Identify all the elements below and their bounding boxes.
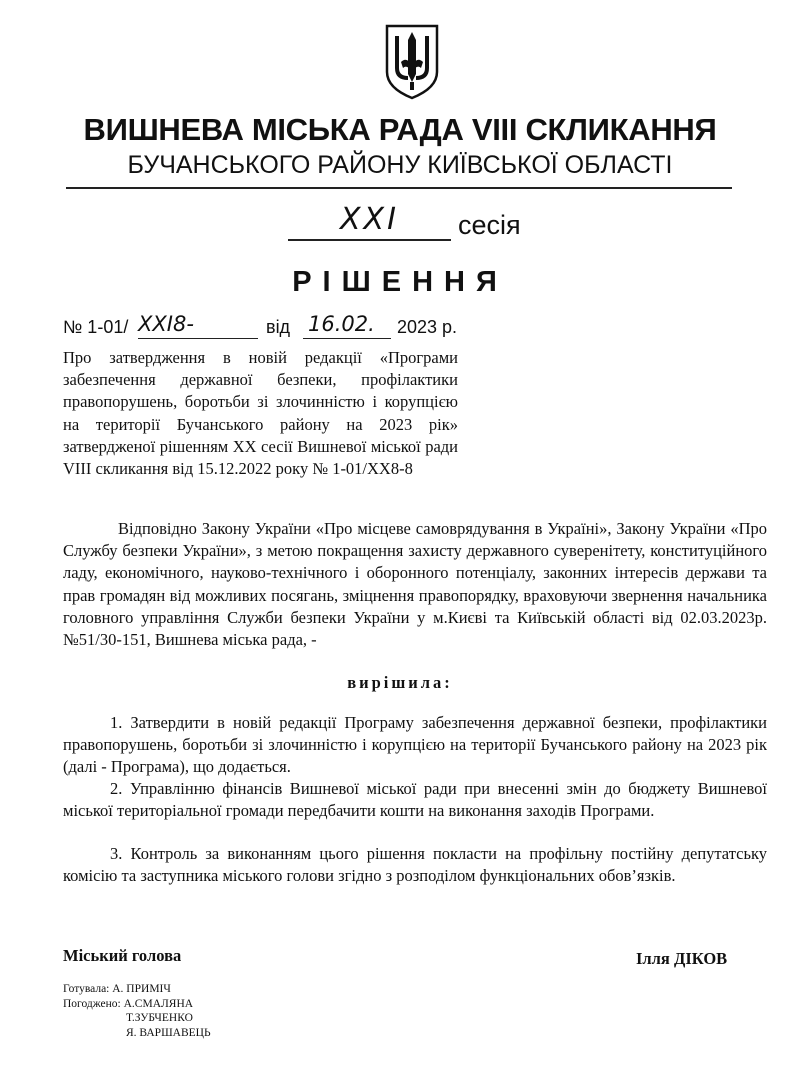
decision-item-2-text: 2. Управлінню фінансів Вишневої міської ради при внесенні змін до бюджету Вишневої міської територіальної громади передбачити кошти на виконання заходів Програми. [63, 779, 767, 821]
mayor-name: Ілля ДІКОВ [636, 949, 728, 968]
session-word: сесія [458, 210, 521, 240]
prepared-by: Готувала: А. ПРИМІЧ [63, 983, 171, 995]
prepared-block [63, 982, 211, 1040]
council-title: ВИШНЕВА МІСЬКА РАДА VIII СКЛИКАННЯ [83, 112, 717, 147]
decision-number-underline [138, 338, 258, 339]
session-number-underline [288, 239, 451, 241]
session-number-handwritten: XXI [340, 202, 399, 237]
agreed-by-2: Т.ЗУБЧЕНКО [126, 1012, 193, 1025]
decision-item-1-text: 1. Затвердити в новій редакції Програму забезпечення державної безпеки, профілактики правопорушень, боротьби зі злочинністю і корупцією на території Бучанського району на 2023 рік (далі - Програма), що додається. [63, 713, 767, 777]
decision-item-2 [63, 778, 767, 822]
decided-heading: вирішила: [347, 673, 453, 692]
decision-item-3 [63, 843, 767, 887]
tryzub-emblem-icon [383, 22, 441, 100]
district-subtitle: БУЧАНСЬКОГО РАЙОНУ КИЇВСЬКОЇ ОБЛАСТІ [127, 151, 673, 179]
decision-item-3-text: 3. Контроль за виконанням цього рішення покласти на профільну постійну депутатську комісію та заступника міського голови згідно з розподілом функціональних обов’язків. [63, 844, 767, 886]
document-title: РІШЕННЯ [292, 266, 508, 298]
session-line [288, 202, 588, 246]
intro-text: Відповідно Закону України «Про місцеве самоврядування в Україні», Закону України «Про Службу безпеки України», з метою покращення захисту державного суверенітету, конституційного ладу, економічного, науково-технічного і оборонного потенціалу, законних інтересів держави та прав громадян від можливих посягань, зміцнення правопорядку, враховуючи звернення начальника головного управління Служби безпеки України у м.Києві та Київській області від 02.03.2023р. №51/30-151, Вишнева міська рада, - [63, 519, 767, 650]
mayor-title: Міський голова [63, 946, 182, 965]
decision-number-line [63, 312, 483, 342]
agreed-by: Погоджено: А.СМАЛЯНА [63, 997, 194, 1010]
decision-date-underline [303, 338, 391, 339]
decision-number-prefix: № 1-01/ [63, 317, 129, 337]
decision-item-1 [63, 712, 767, 779]
intro-paragraph [63, 518, 767, 651]
decision-number-handwritten: XXI8- [138, 312, 194, 336]
decision-date-label: від [266, 317, 291, 337]
header-divider [66, 187, 732, 189]
decision-date-handwritten: 16.02. [308, 312, 375, 336]
decision-subject: Про затвердження в новій редакції «Програми забезпечення державної безпеки, профілактики правопорушень, боротьби зі злочинністю і корупцією на території Бучанського району на 2023 рік» затвердженої рішенням ХХ сесії Вишневої міської ради VIII скликання від 15.12.2022 року № 1-01/ХХ8-8 [63, 348, 458, 479]
decision-year: 2023 р. [397, 317, 458, 337]
agreed-by-3: Я. ВАРШАВЕЦЬ [126, 1026, 211, 1039]
